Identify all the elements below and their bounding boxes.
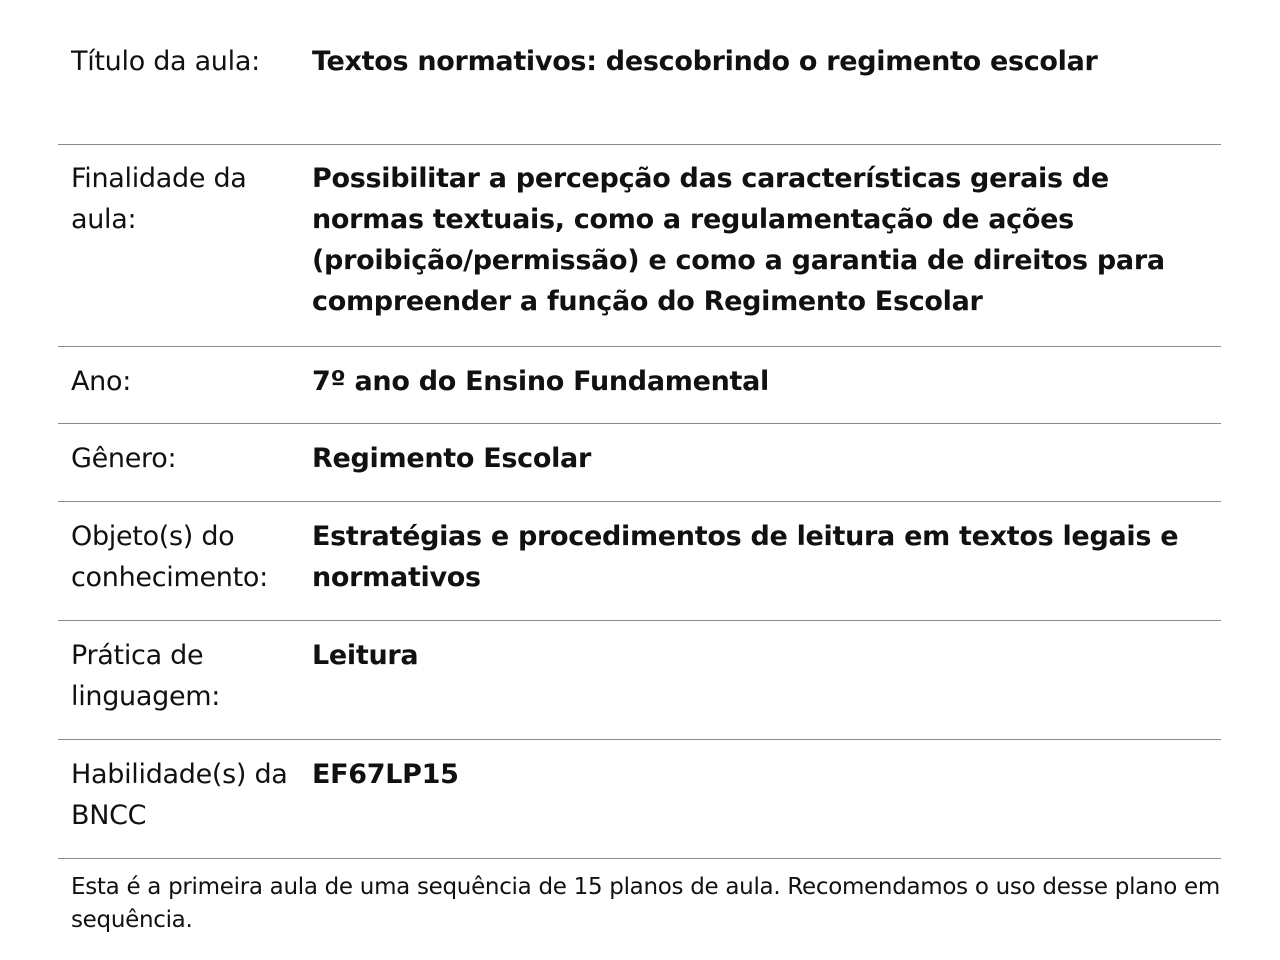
value-genre: Regimento Escolar [312,443,591,474]
value-language-practice: Leitura [312,640,419,671]
row-language-practice [58,621,1221,740]
lesson-plan-table [58,0,1221,937]
label-knowledge-object: Objeto(s) do conhecimento: [71,521,268,593]
row-lesson-title [58,0,1221,145]
sequence-footnote: Esta é a primeira aula de uma sequência de 15 planos de aula. Recomendamos o uso desse plano em sequência. [71,874,1220,933]
value-lesson-purpose: Possibilitar a percepção das características gerais de normas textuais, como a regulamentação de ações (proibição/permissão) e como a garantia de direitos para compreender a função do Regimento Escolar [312,163,1165,317]
value-school-year: 7º ano do Ensino Fundamental [312,366,769,397]
row-school-year [58,347,1221,424]
value-knowledge-object: Estratégias e procedimentos de leitura em textos legais e normativos [312,521,1179,593]
row-lesson-purpose [58,145,1221,347]
label-bncc-skill: Habilidade(s) da BNCC [71,759,288,831]
value-lesson-title: Textos normativos: descobrindo o regimento escolar [312,46,1098,77]
label-lesson-title: Título da aula: [71,46,260,77]
row-bncc-skill [58,740,1221,859]
label-language-practice: Prática de linguagem: [71,640,221,712]
label-genre: Gênero: [71,443,177,474]
row-knowledge-object [58,502,1221,621]
value-bncc-skill: EF67LP15 [312,759,459,790]
label-school-year: Ano: [71,366,131,397]
label-lesson-purpose: Finalidade da aula: [71,163,247,235]
row-genre [58,424,1221,502]
